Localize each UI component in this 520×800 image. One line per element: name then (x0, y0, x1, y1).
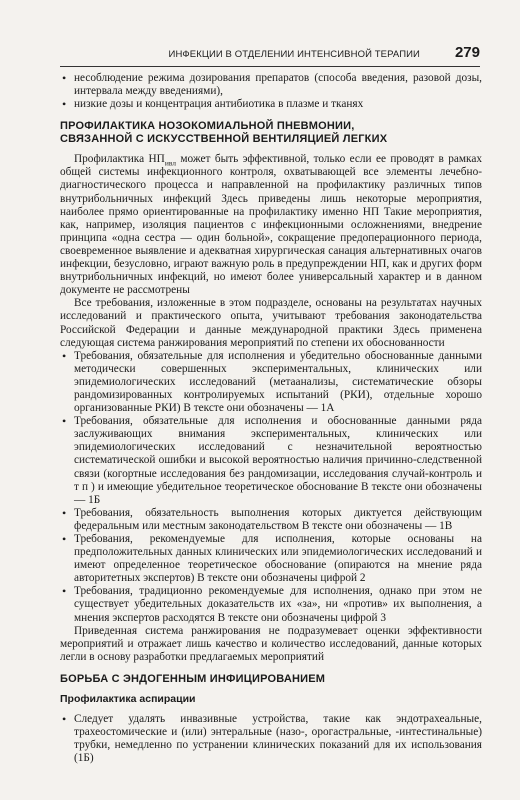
paragraph: Все требования, изложенные в этом подразделе, основаны на результатах научных исследований и практического опыта, учитывают требования законодательства Российской Федерации и данные международной практики Здесь применена следующая система ранжирования мероприятий по степени их обоснованности (60, 297, 482, 349)
paragraph-rest: может быть эффективной, только если ее проводят в рамках общей системы инфекционного контроля, охватывающей все элементы лечебно-диагностического процесса и направленной на профилактику различных типов внутрибольничных инфекций Здесь приведены лишь некоторые мероприятия, наиболее прямо ориентированные на профилактику именно НП Такие мероприятия, как, например, изоляция пациентов с инфекционными осложнениями, внедрение принципа «одна сестра — один больной», сокращение предоперационного периода, своевременное выявление и адекватная хирургическая санация альтернативных очагов инфекции, безусловно, играют важную роль в предупреждении НП, как и других форм внутрибольничных инфекций, но имеют более универсальный характер и в данном документе не рассмотрены (60, 153, 482, 297)
paragraph-start: Профилактика НП (74, 153, 165, 166)
running-header (60, 44, 480, 67)
page-number: 279 (454, 44, 480, 61)
aspiration-bullet-list (60, 713, 482, 765)
ranking-list (60, 350, 482, 625)
list-item: • Требования, традиционно рекомендуемые для исполнения, однако при этом не существует убедительных доказательств их «за», ни «против» их выполнения, а мнения экспертов расходятся В тексте они обозначены цифрой 3 (60, 585, 482, 624)
list-item: • низкие дозы и концентрация антибиотика в плазме и тканях (60, 98, 482, 111)
list-item: • Требования, обязательность выполнения которых диктуется действующим федеральным или местным законодательством В тексте они обозначены — 1В (60, 507, 482, 533)
section-heading-line: СВЯЗАННОЙ С ИСКУССТВЕННОЙ ВЕНТИЛЯЦИЕЙ ЛЕГКИХ (60, 133, 388, 146)
top-bullet-list (60, 72, 482, 111)
list-item: • несоблюдение режима дозирования препаратов (способа введения, разовой дозы, интервала между введениями), (60, 72, 482, 98)
section-heading-line: ПРОФИЛАКТИКА НОЗОКОМИАЛЬНОЙ ПНЕВМОНИИ, (60, 120, 355, 133)
paragraph: Приведенная система ранжирования не подразумевает оценки эффективности мероприятий и отражает лишь качество и количество исследований, данные которых легли в основу разработки предлагаемых мероприятий (60, 624, 482, 663)
subsection-heading-aspiration: Профилактика аспирации (60, 692, 196, 705)
subscript: ивл (164, 158, 177, 168)
list-item: • Требования, обязательные для исполнения и обоснованные данными ряда заслуживающих внимания экспериментальных, клинических или эпидемиологических исследований с незначительной вероятностью систематической ошибки и высокой вероятностью наличия причинно-следственной связи (когортные исследования без рандомизации, исследования случай-контроль и т п ) и имеющие убедительное теоретическое обоснование В тексте они обозначены — 1Б (60, 415, 482, 507)
paragraph (60, 153, 482, 297)
list-item: • Требования, рекомендуемые для исполнения, которые основаны на предположительных данных клинических или эпидемиологических исследований и имеют определенное теоретическое обоснование (опираются на мнение ряда авторитетных экспертов) В тексте они обозначены цифрой 2 (60, 533, 482, 585)
running-header-title: ИНФЕКЦИИ В ОТДЕЛЕНИИ ИНТЕНСИВНОЙ ТЕРАПИИ (168, 49, 420, 60)
list-item: • Следует удалять инвазивные устройства, такие как эндотрахеальные, трахеостомические и (или) энтеральные (назо-, орогастральные, -интестинальные) трубки, немедленно по устранении клинических показаний для их использования (1Б) (60, 713, 482, 765)
page-body (60, 72, 482, 765)
list-item: • Требования, обязательные для исполнения и убедительно обоснованные данными методически совершенных экспериментальных, клинических или эпидемиологических исследований (метаанализы, систематические обзоры рандомизированных контролируемых испытаний (РКИ), отдельные хорошо организованные РКИ) В тексте они обозначены — 1А (60, 350, 482, 415)
section-heading-endogenous-infection: БОРЬБА С ЭНДОГЕННЫМ ИНФИЦИРОВАНИЕМ (60, 672, 326, 685)
section-heading-vap-prevention (60, 120, 482, 146)
